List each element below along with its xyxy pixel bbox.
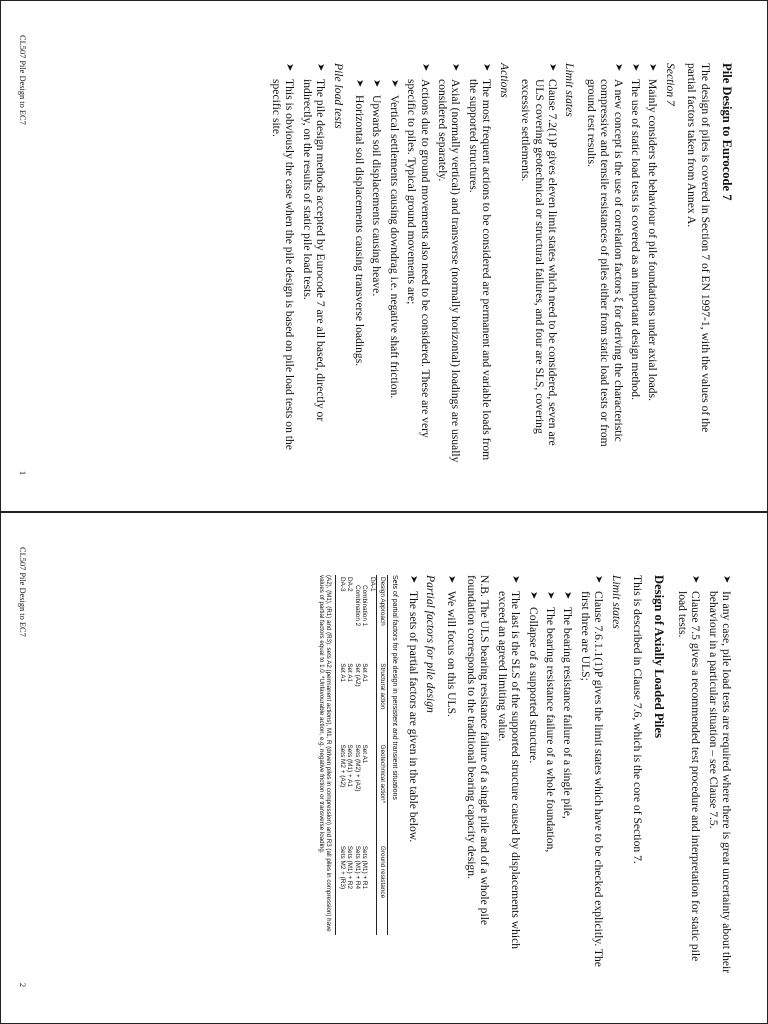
partial-factors-table [335, 575, 388, 935]
table-header-row [377, 575, 388, 935]
table-cell: Sets (M1) + R2 [346, 845, 354, 890]
table-cell: Set A1 [361, 744, 369, 764]
table-footnote: (A2), (M1), (R1) and (R3): sets A2 (permanent actions), M1, R (driven piles in compression) and R3 (all piles in compression) have values of partial factors equal to 1.0. *Unfavourable action, e.g. negative friction or transverse loading. [318, 575, 333, 932]
table-cell: DA-1 [369, 577, 377, 592]
page-2-rotated-content [1, 513, 768, 1024]
intro-paragraph: The design of piles is covered in Section 7 of EN 1997-1, with the values of the partial factors taken from Annex A. [685, 63, 712, 433]
table-cell [369, 661, 377, 742]
list-item: ➤ The bearing resistance failure of a single pile, [561, 591, 574, 975]
partial-factors-table-block [318, 575, 398, 935]
actions-list [405, 63, 493, 463]
table-header-cell: Design Approach [377, 575, 388, 661]
list-item: ➤ Vertical settlements causing downdrag i.e. negative shaft friction. [387, 79, 400, 463]
table-cell: Combination 1 [361, 585, 369, 627]
sls-list [495, 575, 522, 975]
page-1-rotated-content [1, 1, 768, 512]
list-item: ➤ The sets of partial factors are given in the table below. [406, 575, 419, 975]
list-item: ➤ The bearing resistance failure of a whole foundation, [544, 591, 557, 975]
footer-course: CL507 Pile Design to EC7 [18, 547, 27, 637]
table-caption: Sets of partial factors for pile design in persistent and transient situations [391, 575, 399, 800]
list-item: ➤ A new concept is the use of correlation factors ξ for deriving the characteristic compressive and tensile resistances of piles either from static load tests or from ground test results. [584, 63, 624, 463]
table-cell: Sets (M1) + A1 [346, 744, 354, 787]
table-header-cell: Ground resistance [377, 844, 388, 935]
focus-list [445, 575, 458, 975]
list-item: ➤ In any case, pile load tests are required where there is great uncertainty about their behaviour in a particular situation – see Clause 7.5. [706, 575, 733, 975]
footer-page-number: 1 [18, 470, 27, 475]
table-cell [369, 742, 377, 843]
list-item: ➤ Mainly considers the behaviour of pile foundations under axial loads. [646, 63, 659, 463]
actions-heading: Actions [497, 63, 511, 98]
ground-movements-list [353, 79, 401, 463]
nb-paragraph: N.B. The ULS bearing resistance failure of a single pile and of a whole pile foundation corresponds to the traditional bearing capacity design. [464, 575, 492, 926]
table-cell: Combination 2 [353, 585, 361, 627]
limit-states-heading: Limit states [609, 575, 623, 629]
table-cell [369, 844, 377, 935]
table-cell: Set A1 [346, 663, 354, 683]
page-1-footer [18, 35, 27, 475]
limit-states-list [578, 575, 605, 975]
list-item: ➤ The most frequent actions to be considered are permanent and variable loads from the supported structures. [467, 63, 494, 463]
table-cell: Sets (M2) + (A2) [353, 744, 361, 792]
list-item: ➤ Upwards soil displacements causing heave. [370, 79, 383, 463]
list-item: ➤ Clause 7.5 gives a recommended test procedure and interpretation for static pile load tests. [675, 575, 702, 975]
table-cell: Set (A2) [353, 663, 361, 687]
list-item: ➤ The use of static load tests is covered as an important design method. [629, 63, 642, 463]
table-cell: Sets M2 + (R3) [336, 844, 346, 935]
table-header-cell: Geotechnical action* [377, 742, 388, 843]
page-title: Pile Design to Eurocode 7 [720, 63, 734, 201]
page-2 [0, 512, 768, 1024]
section7-heading: Section 7 [663, 63, 677, 106]
limit-states-list [519, 63, 559, 463]
table-cell: Set A1 [361, 663, 369, 683]
table-cell: Sets M2 + (A2) [336, 742, 346, 843]
page-1-body [266, 63, 733, 463]
table-row [353, 575, 361, 935]
footer-page-number: 2 [18, 982, 27, 987]
list-item: ➤ Clause 7.6.1.1(1)P gives the limit states which have to be checked explicitly. The first three are ULS; [578, 575, 605, 975]
pile-load-tests-list [270, 63, 328, 463]
table-header-cell: Structural action [377, 661, 388, 742]
section-title: Design of Axially Loaded Piles [652, 575, 667, 739]
table-cell: Set A1 [336, 661, 346, 742]
partial-factors-list [406, 575, 419, 975]
list-item: ➤ We will focus on this ULS. [445, 575, 458, 975]
intro-paragraph: This is described in Clause 7.6, which is the core of Section 7. [630, 575, 644, 864]
list-item: ➤ The pile design methods accepted by Eurocode 7 are all based, directly or indirectly, on the results of static pile load tests. [300, 63, 327, 463]
list-item: ➤ Horizontal soil displacements causing transverse loadings. [353, 79, 366, 463]
table-cell: DA-3 [336, 575, 346, 661]
table-cell: DA-2 [346, 577, 354, 592]
list-item: ➤ The last is the SLS of the supported structure caused by displacements which exceed an agreed limiting value. [495, 575, 522, 975]
footer-course: CL507 Pile Design to EC7 [18, 35, 27, 125]
partial-factors-heading: Partial factors for pile design [424, 575, 438, 713]
table-row [369, 575, 377, 935]
pile-load-tests-heading: Pile load tests [331, 63, 345, 129]
list-item: ➤ This is obviously the case when the pile design is based on pile load tests on the specific site. [270, 63, 297, 463]
list-item: ➤ Axial (normally vertical) and transverse (normally horizontal) loadings are usually considered separately. [436, 63, 463, 463]
list-item: ➤ Clause 7.2(1)P gives eleven limit states which need to be considered, seven are ULS covering geotechnical or structural failures, and four are SLS, covering excessive settlements. [519, 63, 559, 463]
table-cell: Sets (M1) + R1 [361, 845, 369, 890]
table-row [361, 575, 369, 935]
table-row [336, 575, 346, 935]
load-tests-list [675, 575, 733, 975]
limit-states-heading: Limit states [563, 63, 577, 117]
table-row [346, 575, 354, 935]
list-item: ➤ Actions due to ground movements also need to be considered. These are very specific to piles. Typical ground movements are; [405, 63, 432, 463]
list-item: ➤ Collapse of a supported structure. [526, 591, 539, 975]
page-2-footer [18, 547, 27, 987]
table-cell: Sets (M1) + R4 [353, 845, 361, 890]
uls-list [526, 591, 574, 975]
section7-list [584, 63, 659, 463]
page-2-body [318, 575, 733, 975]
